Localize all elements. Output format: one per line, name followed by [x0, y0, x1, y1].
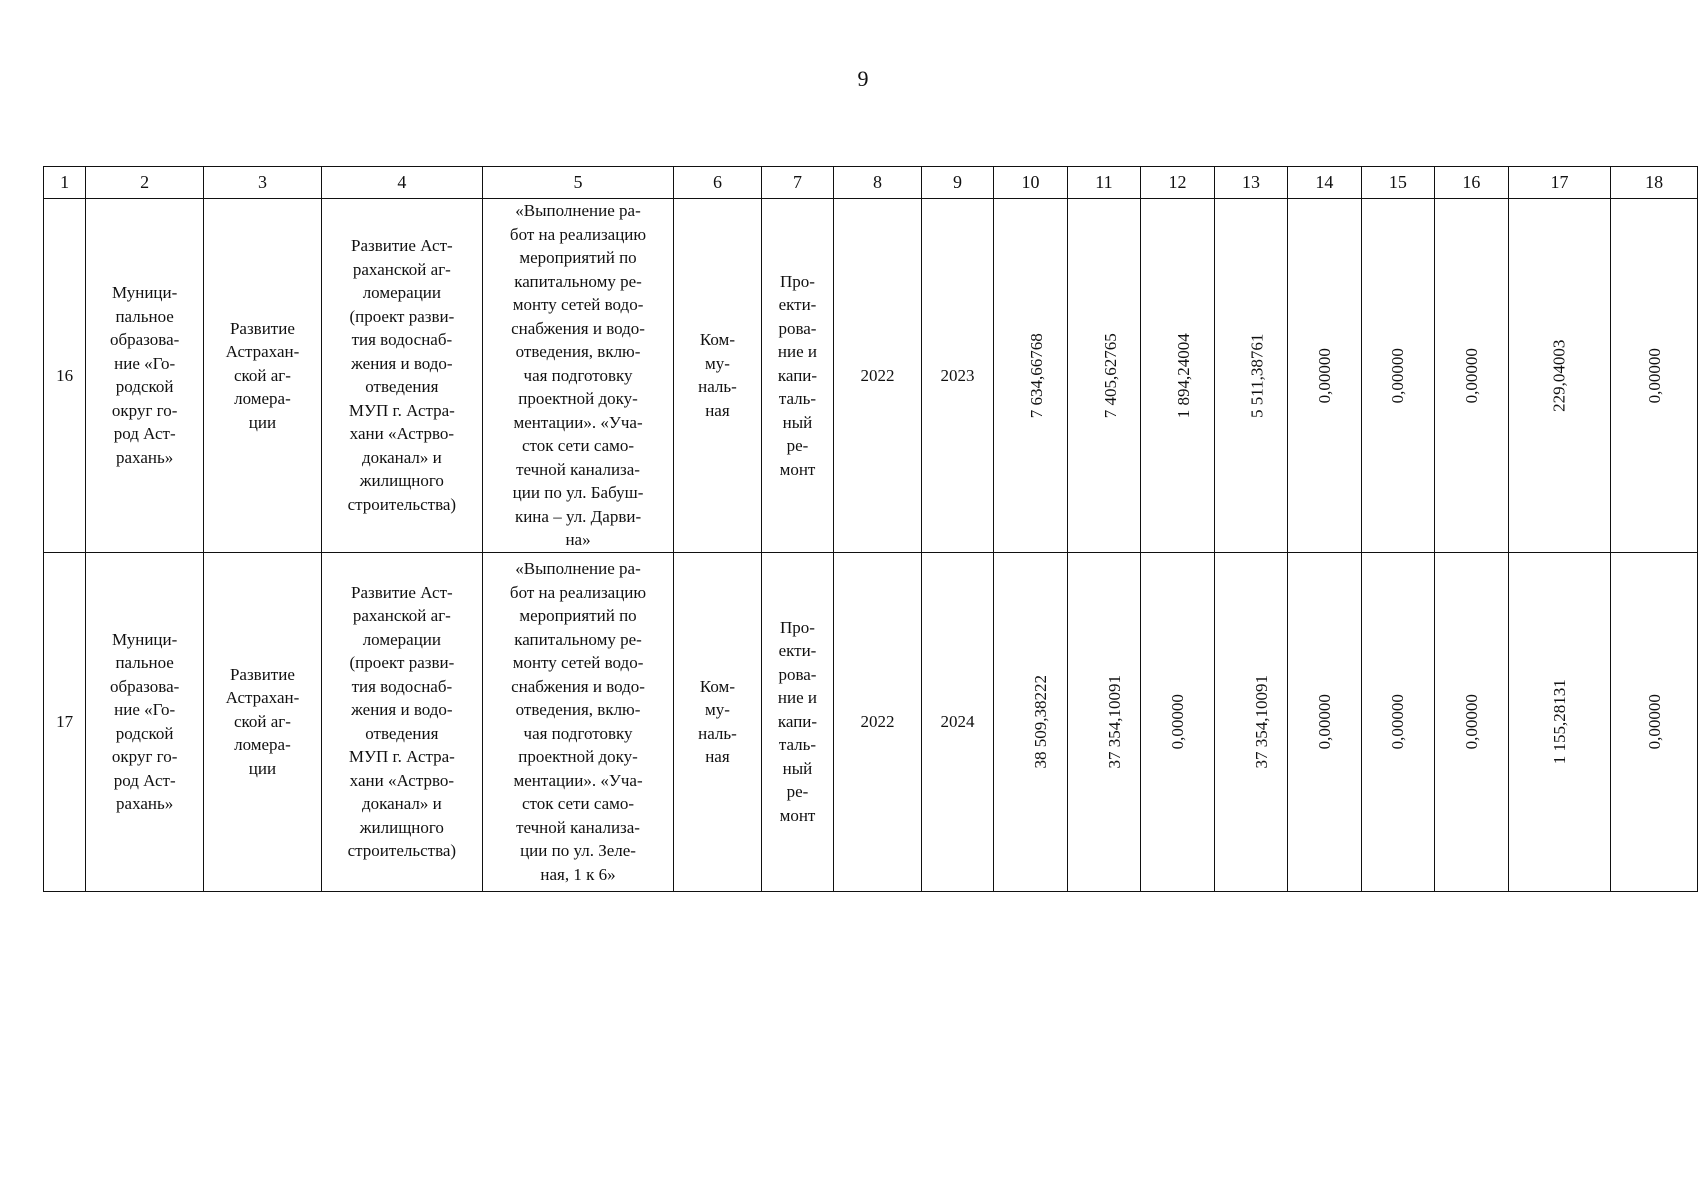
amount-value: 0,00000 — [1388, 347, 1408, 403]
amount-cell-12 — [1141, 199, 1214, 553]
amount-value: 229,04003 — [1549, 339, 1569, 412]
amount-value: 0,00000 — [1388, 693, 1408, 750]
row-number: 16 — [44, 199, 86, 553]
amount-value: 38 509,38222 — [1031, 674, 1051, 769]
year-start-cell: 2022 — [834, 199, 922, 553]
header-cell: 11 — [1067, 167, 1140, 199]
amount-value: 5 511,38761 — [1247, 333, 1267, 418]
header-cell: 4 — [321, 167, 482, 199]
header-cell: 13 — [1214, 167, 1287, 199]
amount-cell-17 — [1508, 199, 1611, 553]
type-cell: Ком- му- наль- ная — [674, 552, 762, 891]
amount-value: 7 634,66768 — [1027, 332, 1046, 418]
year-end-cell: 2024 — [921, 552, 993, 891]
amount-cell-17 — [1508, 552, 1611, 891]
program-cell: Развитие Астрахан- ской аг- ломера- ции — [204, 552, 322, 891]
amount-cell-15 — [1361, 552, 1434, 891]
amount-cell-18 — [1611, 199, 1698, 553]
header-cell: 16 — [1435, 167, 1508, 199]
header-cell: 6 — [674, 167, 762, 199]
amount-cell-16 — [1435, 199, 1508, 553]
year-start-cell: 2022 — [834, 552, 922, 891]
header-cell: 12 — [1141, 167, 1214, 199]
amount-cell-11 — [1067, 199, 1140, 553]
header-row — [44, 167, 1698, 199]
amount-value: 0,00000 — [1644, 693, 1664, 750]
project-cell: Развитие Аст- раханской аг- ломерации (проект разви- тия водоснаб- жения и водо- отведения МУП г. Астра- хани «Астрво- доканал» и жилищного строительства) — [321, 199, 482, 553]
header-cell: 3 — [204, 167, 322, 199]
work-type-cell: Про- екти- рова- ние и капи- таль- ный ре- монт — [761, 552, 833, 891]
amount-cell-16 — [1435, 552, 1508, 891]
type-cell: Ком- му- наль- ная — [674, 199, 762, 553]
event-cell: «Выполнение ра- бот на реализацию мероприятий по капитальному ре- монту сетей водо- снабжения и водо- отведения, вклю- чая подготовку проектной доку- ментации». «Уча- сток сети само- течной канализа- ции по ул. Зеле- ная, 1 к 6» — [482, 552, 673, 891]
year-end-cell: 2023 — [921, 199, 993, 553]
event-cell: «Выполнение ра- бот на реализацию мероприятий по капитальному ре- монту сетей водо- снабжения и водо- отведения, вклю- чая подготовку проектной доку- ментации». «Уча- сток сети само- течной канализа- ции по ул. Бабуш- кина – ул. Дарви- на» — [482, 199, 673, 553]
header-cell: 14 — [1288, 167, 1361, 199]
header-cell: 9 — [921, 167, 993, 199]
amount-value: 7 405,62765 — [1100, 332, 1120, 418]
amount-cell-13 — [1214, 552, 1287, 891]
amount-value: 1 155,28131 — [1549, 679, 1569, 764]
program-cell: Развитие Астрахан- ской аг- ломера- ции — [204, 199, 322, 553]
header-cell: 5 — [482, 167, 673, 199]
amount-cell-18 — [1611, 552, 1698, 891]
amount-value: 0,00000 — [1314, 693, 1334, 750]
amount-cell-14 — [1288, 552, 1361, 891]
table-row — [44, 552, 1698, 891]
amount-cell-15 — [1361, 199, 1434, 553]
header-cell: 7 — [761, 167, 833, 199]
header-cell: 2 — [86, 167, 204, 199]
amount-cell-11 — [1067, 552, 1140, 891]
amount-value: 0,00000 — [1461, 347, 1481, 403]
amount-value: 0,00000 — [1167, 693, 1187, 750]
amount-value: 0,00000 — [1314, 347, 1334, 403]
amount-cell-13 — [1214, 199, 1287, 553]
header-cell: 8 — [834, 167, 922, 199]
table-row — [44, 199, 1698, 553]
amount-cell-12 — [1141, 552, 1214, 891]
row-number: 17 — [44, 552, 86, 891]
header-cell: 1 — [44, 167, 86, 199]
amount-value: 37 354,10091 — [1251, 674, 1271, 769]
amount-cell-14 — [1288, 199, 1361, 553]
amount-value: 0,00000 — [1461, 693, 1481, 750]
data-table — [43, 166, 1698, 892]
header-cell: 10 — [994, 167, 1067, 199]
header-cell: 17 — [1508, 167, 1611, 199]
amount-value: 37 354,10091 — [1104, 674, 1124, 769]
work-type-cell: Про- екти- рова- ние и капи- таль- ный ре- монт — [761, 199, 833, 553]
municipality-cell: Муници- пальное образова- ние «Го- родской округ го- род Аст- рахань» — [86, 199, 204, 553]
page-number: 9 — [857, 66, 869, 91]
header-cell: 18 — [1611, 167, 1698, 199]
amount-value: 0,00000 — [1644, 347, 1664, 403]
municipality-cell: Муници- пальное образова- ние «Го- родской округ го- род Аст- рахань» — [86, 552, 204, 891]
amount-value: 1 894,24004 — [1173, 332, 1193, 418]
project-cell: Развитие Аст- раханской аг- ломерации (проект разви- тия водоснаб- жения и водо- отведения МУП г. Астра- хани «Астрво- доканал» и жилищного строительства) — [321, 552, 482, 891]
header-cell: 15 — [1361, 167, 1434, 199]
amount-cell-10 — [994, 199, 1067, 553]
amount-cell-10 — [994, 552, 1067, 891]
